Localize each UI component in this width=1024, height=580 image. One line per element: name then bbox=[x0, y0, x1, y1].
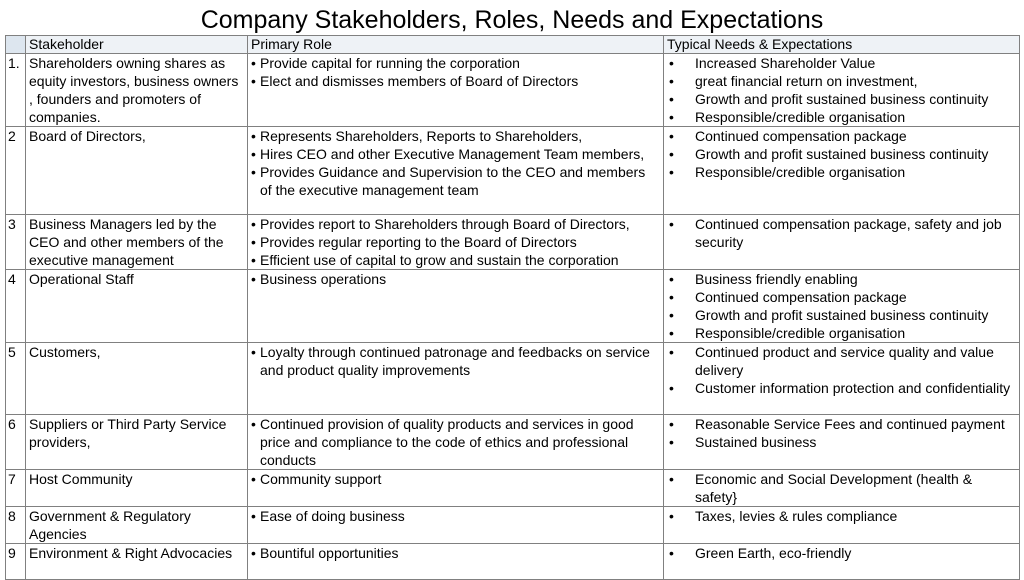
needs-item bbox=[667, 306, 1016, 324]
needs-item bbox=[667, 324, 1016, 342]
stakeholder-cell: Board of Directors, bbox=[26, 127, 248, 215]
table-row bbox=[6, 544, 1020, 580]
primary-role-cell bbox=[248, 470, 664, 507]
primary-role-cell bbox=[248, 507, 664, 544]
row-number: 6 bbox=[6, 415, 26, 470]
row-number: 1. bbox=[6, 54, 26, 127]
table-row bbox=[6, 54, 1020, 127]
role-item bbox=[251, 215, 660, 233]
table-row bbox=[6, 415, 1020, 470]
bullet-icon: • bbox=[669, 434, 674, 450]
row-number: 7 bbox=[6, 470, 26, 507]
bullet-icon: • bbox=[669, 545, 674, 561]
bullet-icon: • bbox=[669, 508, 674, 524]
needs-text: Growth and profit sustained business continuity bbox=[695, 146, 989, 162]
needs-text: Continued compensation package bbox=[695, 289, 907, 305]
needs-text: Green Earth, eco-friendly bbox=[695, 545, 852, 561]
needs-text: Reasonable Service Fees and continued payment bbox=[695, 416, 1005, 432]
bullet-icon: • bbox=[669, 91, 674, 107]
needs-text: Increased Shareholder Value bbox=[695, 55, 876, 71]
role-text: Provides report to Shareholders through Board of Directors, bbox=[260, 216, 630, 232]
table-row bbox=[6, 507, 1020, 544]
stakeholder-cell: Environment & Right Advocacies bbox=[26, 544, 248, 580]
bullet-icon: • bbox=[669, 146, 674, 162]
bullet-icon: • bbox=[251, 471, 256, 487]
table-body bbox=[6, 54, 1020, 580]
bullet-icon: • bbox=[251, 252, 256, 268]
stakeholder-cell: Host Community bbox=[26, 470, 248, 507]
needs-text: Growth and profit sustained business continuity bbox=[695, 307, 989, 323]
header-primary-role: Primary Role bbox=[248, 36, 664, 54]
bullet-icon: • bbox=[251, 344, 256, 360]
needs-cell bbox=[664, 507, 1020, 544]
bullet-icon: • bbox=[669, 128, 674, 144]
needs-text: Taxes, levies & rules compliance bbox=[695, 508, 898, 524]
needs-text: Economic and Social Development (health & safety} bbox=[695, 471, 973, 505]
role-text: Community support bbox=[260, 471, 382, 487]
role-item bbox=[251, 233, 660, 251]
needs-item bbox=[667, 470, 1016, 506]
needs-cell bbox=[664, 544, 1020, 580]
row-number: 4 bbox=[6, 270, 26, 343]
stakeholder-cell: Shareholders owning shares as equity investors, business owners , founders and promoters of companies. bbox=[26, 54, 248, 127]
stakeholder-table bbox=[5, 35, 1020, 580]
stakeholder-cell: Government & Regulatory Agencies bbox=[26, 507, 248, 544]
bullet-icon: • bbox=[251, 55, 256, 71]
role-text: Business operations bbox=[260, 271, 387, 287]
role-item bbox=[251, 415, 660, 469]
row-number: 5 bbox=[6, 343, 26, 415]
role-text: Ease of doing business bbox=[260, 508, 405, 524]
row-number: 2 bbox=[6, 127, 26, 215]
role-item bbox=[251, 145, 660, 163]
needs-text: Responsible/credible organisation bbox=[695, 325, 906, 341]
role-text: Bountiful opportunities bbox=[260, 545, 399, 561]
needs-item bbox=[667, 544, 1016, 562]
bullet-icon: • bbox=[251, 234, 256, 250]
needs-text: Continued compensation package, safety and job security bbox=[695, 216, 1002, 250]
bullet-icon: • bbox=[669, 380, 674, 396]
primary-role-cell bbox=[248, 127, 664, 215]
needs-cell bbox=[664, 54, 1020, 127]
role-item bbox=[251, 270, 660, 288]
bullet-icon: • bbox=[669, 471, 674, 487]
header-stakeholder: Stakeholder bbox=[26, 36, 248, 54]
bullet-icon: • bbox=[251, 271, 256, 287]
bullet-icon: • bbox=[251, 73, 256, 89]
role-item bbox=[251, 72, 660, 90]
bullet-icon: • bbox=[669, 73, 674, 89]
needs-item bbox=[667, 270, 1016, 288]
bullet-icon: • bbox=[251, 128, 256, 144]
needs-cell bbox=[664, 270, 1020, 343]
role-item bbox=[251, 251, 660, 269]
bullet-icon: • bbox=[669, 307, 674, 323]
needs-cell bbox=[664, 127, 1020, 215]
stakeholder-cell: Suppliers or Third Party Service providers, bbox=[26, 415, 248, 470]
primary-role-cell bbox=[248, 415, 664, 470]
role-text: Elect and dismisses members of Board of Directors bbox=[260, 73, 579, 89]
bullet-icon: • bbox=[669, 344, 674, 360]
header-needs-expectations: Typical Needs & Expectations bbox=[664, 36, 1020, 54]
row-number: 8 bbox=[6, 507, 26, 544]
primary-role-cell bbox=[248, 270, 664, 343]
role-item bbox=[251, 127, 660, 145]
needs-text: Continued compensation package bbox=[695, 128, 907, 144]
needs-item bbox=[667, 415, 1016, 433]
primary-role-cell bbox=[248, 215, 664, 270]
needs-item bbox=[667, 379, 1016, 397]
bullet-icon: • bbox=[669, 325, 674, 341]
role-text: Continued provision of quality products and services in good price and compliance to the code of ethics and professional conducts bbox=[260, 416, 634, 468]
role-text: Hires CEO and other Executive Management Team members, bbox=[260, 146, 645, 162]
primary-role-cell bbox=[248, 54, 664, 127]
stakeholder-cell: Operational Staff bbox=[26, 270, 248, 343]
bullet-icon: • bbox=[251, 545, 256, 561]
role-item bbox=[251, 54, 660, 72]
bullet-icon: • bbox=[669, 271, 674, 287]
bullet-icon: • bbox=[251, 216, 256, 232]
bullet-icon: • bbox=[251, 146, 256, 162]
needs-cell bbox=[664, 415, 1020, 470]
role-item bbox=[251, 470, 660, 488]
needs-item bbox=[667, 215, 1016, 251]
needs-text: Customer information protection and confidentiality bbox=[695, 380, 1011, 396]
needs-item bbox=[667, 127, 1016, 145]
bullet-icon: • bbox=[669, 289, 674, 305]
needs-item bbox=[667, 343, 1016, 379]
needs-item bbox=[667, 433, 1016, 451]
bullet-icon: • bbox=[669, 216, 674, 232]
role-item bbox=[251, 163, 660, 199]
needs-item bbox=[667, 163, 1016, 181]
role-text: Represents Shareholders, Reports to Shareholders, bbox=[260, 128, 583, 144]
bullet-icon: • bbox=[669, 109, 674, 125]
needs-cell bbox=[664, 215, 1020, 270]
needs-cell bbox=[664, 470, 1020, 507]
table-row bbox=[6, 343, 1020, 415]
role-item bbox=[251, 544, 660, 562]
needs-text: Growth and profit sustained business continuity bbox=[695, 91, 989, 107]
bullet-icon: • bbox=[669, 55, 674, 71]
needs-item bbox=[667, 72, 1016, 90]
needs-item bbox=[667, 288, 1016, 306]
header-number bbox=[6, 36, 26, 54]
needs-item bbox=[667, 108, 1016, 126]
bullet-icon: • bbox=[251, 164, 256, 180]
needs-text: Responsible/credible organisation bbox=[695, 164, 906, 180]
role-item bbox=[251, 343, 660, 379]
stakeholder-cell: Business Managers led by the CEO and other members of the executive management bbox=[26, 215, 248, 270]
needs-item bbox=[667, 145, 1016, 163]
needs-item bbox=[667, 507, 1016, 525]
bullet-icon: • bbox=[251, 416, 256, 432]
needs-item bbox=[667, 54, 1016, 72]
bullet-icon: • bbox=[669, 416, 674, 432]
needs-text: Responsible/credible organisation bbox=[695, 109, 906, 125]
table-row bbox=[6, 127, 1020, 215]
row-number: 3 bbox=[6, 215, 26, 270]
stakeholder-cell: Customers, bbox=[26, 343, 248, 415]
needs-item bbox=[667, 90, 1016, 108]
role-text: Provides regular reporting to the Board of Directors bbox=[260, 234, 577, 250]
row-number: 9 bbox=[6, 544, 26, 580]
role-text: Loyalty through continued patronage and feedbacks on service and product quality improvements bbox=[260, 344, 650, 378]
primary-role-cell bbox=[248, 343, 664, 415]
needs-text: Continued product and service quality and value delivery bbox=[695, 344, 994, 378]
role-text: Provide capital for running the corporation bbox=[260, 55, 520, 71]
table-row bbox=[6, 470, 1020, 507]
table-header-row bbox=[6, 36, 1020, 54]
page-title: Company Stakeholders, Roles, Needs and Expectations bbox=[200, 6, 824, 34]
needs-text: Business friendly enabling bbox=[695, 271, 858, 287]
needs-text: Sustained business bbox=[695, 434, 817, 450]
primary-role-cell bbox=[248, 544, 664, 580]
needs-text: great financial return on investment, bbox=[695, 73, 918, 89]
bullet-icon: • bbox=[251, 508, 256, 524]
role-item bbox=[251, 507, 660, 525]
needs-cell bbox=[664, 343, 1020, 415]
table-row bbox=[6, 270, 1020, 343]
role-text: Provides Guidance and Supervision to the CEO and members of the executive management team bbox=[260, 164, 646, 198]
role-text: Efficient use of capital to grow and sustain the corporation bbox=[260, 252, 619, 268]
table-row bbox=[6, 215, 1020, 270]
bullet-icon: • bbox=[669, 164, 674, 180]
